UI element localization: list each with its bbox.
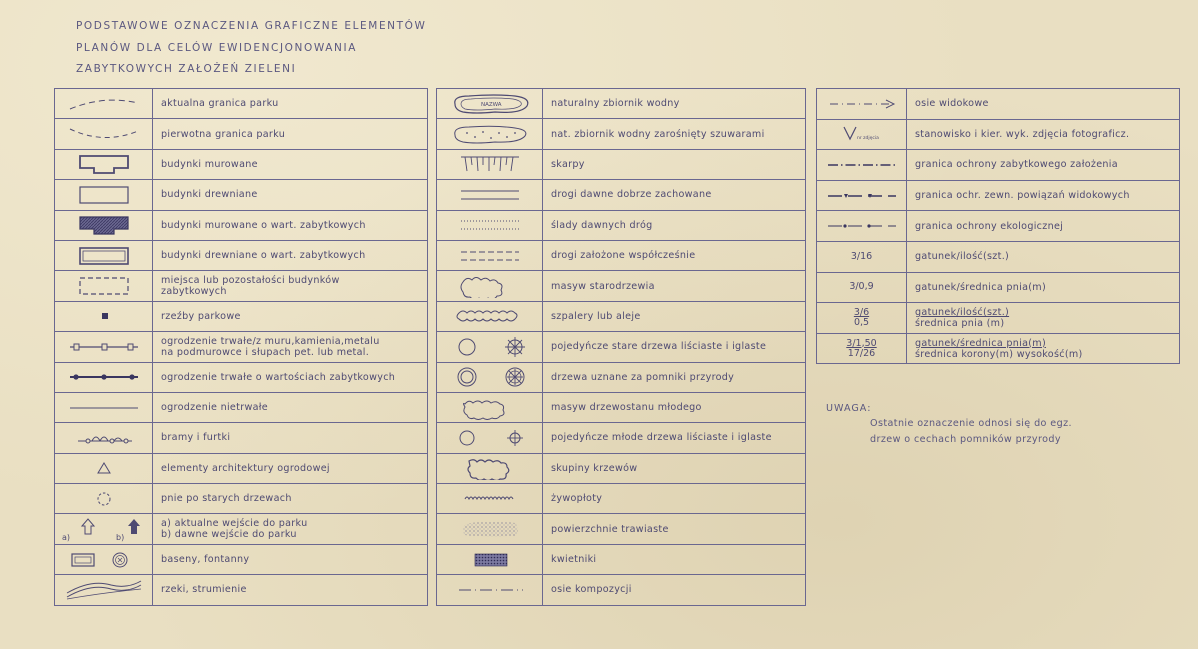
legend-row <box>437 89 806 119</box>
slope-hatch-icon <box>445 153 535 175</box>
legend-label-2: średnica korony(m) wysokość(m) <box>915 348 1083 360</box>
legend-row <box>437 210 806 240</box>
legend-label: rzeźby parkowe <box>153 301 428 331</box>
legend-row <box>437 271 806 301</box>
masonry-building-outline-icon <box>64 153 144 175</box>
dashed-curve-line-icon <box>64 125 144 143</box>
note-line-1: Ostatnie oznaczenie odnosi się do egz. <box>870 418 1072 429</box>
hedge-wave-icon <box>445 492 535 506</box>
legend-table-1 <box>54 88 428 606</box>
legend-label-2: zabytkowych <box>161 286 227 298</box>
legend-label: elementy architektury ogrodowej <box>153 453 428 483</box>
legend-label: stanowisko i kier. wyk. zdjęcia fotograficz. <box>907 119 1180 150</box>
legend-label: kwietniki <box>543 544 806 574</box>
legend-label: żywopłoty <box>543 484 806 514</box>
legend-row <box>817 150 1180 181</box>
dotted-road-icon <box>445 217 535 233</box>
legend-row <box>55 149 428 179</box>
note-title: UWAGA: <box>826 403 872 414</box>
legend-row <box>55 210 428 240</box>
legend-label: gatunek/średnica pnia(m) <box>915 337 1047 349</box>
legend-label: aktualna granica parku <box>153 89 428 119</box>
dashed-circle-icon <box>64 490 144 508</box>
overgrown-pond-icon <box>445 123 535 145</box>
legend-row <box>437 180 806 210</box>
legend-label: a) aktualne wejście do parku <box>161 518 308 530</box>
legend-row <box>55 484 428 514</box>
legend-label: miejsca lub pozostałości budynków <box>161 275 340 287</box>
legend-label: gatunek/ilość(szt.) <box>915 306 1010 318</box>
entrance-b-label: b) <box>115 533 124 543</box>
legend-row <box>817 211 1180 242</box>
legend-row <box>55 392 428 422</box>
dash-dot-axis-icon <box>445 583 535 597</box>
legend-label: masyw drzewostanu młodego <box>543 392 806 422</box>
legend-label: ogrodzenie trwałe o wartościach zabytkowych <box>153 362 428 392</box>
dash-dot-dot-line-icon <box>822 158 902 172</box>
old-tree-mass-icon <box>445 274 535 298</box>
legend-label: skupiny krzewów <box>543 453 806 483</box>
legend-row <box>55 332 428 362</box>
legend-row <box>55 89 428 119</box>
fence-line-open-posts-icon <box>64 339 144 355</box>
young-tree-mass-icon <box>445 396 535 420</box>
alley-hedge-icon <box>445 307 535 325</box>
header-line-1: PODSTAWOWE OZNACZENIA GRAFICZNE ELEMENTÓW <box>76 20 427 32</box>
header-line-3: ZABYTKOWYCH ZAŁOŻEŃ ZIELENI <box>76 63 297 75</box>
species-count-diameter-value <box>817 308 906 328</box>
fence-line-solid-posts-icon <box>64 369 144 385</box>
legend-label: budynki murowane o wart. zabytkowych <box>153 210 428 240</box>
river-stream-icon <box>61 579 147 601</box>
species-diameter-crown-value <box>817 339 906 359</box>
legend-row <box>817 303 1180 334</box>
species-count-value: 3/16 <box>850 250 873 262</box>
legend-row <box>437 514 806 544</box>
single-old-trees-icon <box>445 336 535 358</box>
legend-row <box>55 180 428 210</box>
legend-row <box>817 333 1180 364</box>
double-outline-building-icon <box>64 245 144 267</box>
pool-fountain-icon <box>64 550 144 570</box>
small-square-icon <box>64 308 144 324</box>
legend-label: masyw starodrzewia <box>543 271 806 301</box>
triangle-icon <box>64 460 144 476</box>
legend-row <box>437 453 806 483</box>
legend-row <box>55 271 428 301</box>
legend-label: pierwotna granica parku <box>153 119 428 149</box>
legend-row <box>437 332 806 362</box>
legend-label: nat. zbiornik wodny zarośnięty szuwarami <box>543 119 806 149</box>
legend-row <box>437 301 806 331</box>
legend-row <box>437 362 806 392</box>
legend-row <box>817 89 1180 120</box>
fraction-bottom: 17/26 <box>847 347 876 359</box>
photo-station-icon <box>822 124 902 144</box>
legend-label: ogrodzenie trwałe/z muru,kamienia,metalu <box>161 335 380 347</box>
legend-row <box>437 484 806 514</box>
legend-label: granica ochrony ekologicznej <box>907 211 1180 242</box>
legend-label: granica ochrony zabytkowego założenia <box>907 150 1180 181</box>
legend-label: bramy i furtki <box>153 423 428 453</box>
legend-row <box>55 544 428 574</box>
legend-label-2: b) dawne wejście do parku <box>161 529 297 541</box>
legend-label: drogi dawne dobrze zachowane <box>543 180 806 210</box>
view-axis-arrow-icon <box>822 97 902 111</box>
hatched-masonry-building-icon <box>64 214 144 236</box>
legend-row <box>55 362 428 392</box>
gate-symbol-icon <box>64 429 144 447</box>
legend-label: ślady dawnych dróg <box>543 210 806 240</box>
wooden-building-outline-icon <box>64 184 144 206</box>
natural-monument-trees-icon <box>445 366 535 388</box>
legend-label: szpalery lub aleje <box>543 301 806 331</box>
header-line-2: PLANÓW DLA CELÓW EWIDENCJONOWANIA <box>76 41 357 54</box>
legend-label-2: średnica pnia (m) <box>915 317 1005 329</box>
legend-label: ogrodzenie nietrwałe <box>153 392 428 422</box>
legend-label: pojedyńcze stare drzewa liściaste i iglaste <box>543 332 806 362</box>
legend-row <box>55 575 428 605</box>
note-text <box>870 416 1170 448</box>
legend-label: gatunek/średnica pnia(m) <box>907 272 1180 303</box>
legend-label: osie kompozycji <box>543 575 806 605</box>
lawn-dots-icon <box>445 518 535 540</box>
legend-label: skarpy <box>543 149 806 179</box>
legend-table-3 <box>816 88 1180 364</box>
photo-number-tag: nr zdjęcia <box>856 136 879 142</box>
legend-row <box>437 423 806 453</box>
pond-name-tag: NAZWA <box>480 101 502 108</box>
fraction-top: 3/6 <box>853 306 870 318</box>
species-diameter-value: 3/0,9 <box>849 281 874 293</box>
legend-label: pnie po starych drzewach <box>153 484 428 514</box>
legend-label: budynki drewniane <box>153 180 428 210</box>
legend-label: granica ochr. zewn. powiązań widokowych <box>907 180 1180 211</box>
flowerbed-icon <box>445 550 535 570</box>
legend-row <box>55 119 428 149</box>
legend-row <box>437 119 806 149</box>
single-young-trees-icon <box>445 427 535 449</box>
double-line-road-icon <box>445 187 535 203</box>
thin-line-icon <box>64 400 144 416</box>
legend-label: budynki murowane <box>153 149 428 179</box>
legend-row <box>55 423 428 453</box>
legend-row <box>437 544 806 574</box>
natural-pond-icon <box>445 92 535 116</box>
legend-label: rzeki, strumienie <box>153 575 428 605</box>
document-header <box>76 16 436 81</box>
shrub-group-icon <box>445 456 535 480</box>
legend-label-2: na podmurowce i słupach pet. lub metal. <box>161 346 370 358</box>
legend-label: drzewa uznane za pomniki przyrody <box>543 362 806 392</box>
note-line-2: drzew o cechach pomników przyrody <box>870 434 1061 445</box>
legend-row <box>437 575 806 605</box>
legend-label: budynki drewniane o wart. zabytkowych <box>153 240 428 270</box>
legend-row <box>55 514 428 544</box>
legend-row <box>817 241 1180 272</box>
legend-label: baseny, fontanny <box>153 544 428 574</box>
legend-row <box>55 453 428 483</box>
legend-row <box>437 240 806 270</box>
legend-label: naturalny zbiornik wodny <box>543 89 806 119</box>
legend-label: gatunek/ilość(szt.) <box>907 241 1180 272</box>
legend-row <box>817 272 1180 303</box>
fraction-bottom: 0,5 <box>853 316 870 328</box>
fraction-top: 3/1,50 <box>846 337 877 349</box>
entrance-a-label: a) <box>61 533 70 543</box>
legend-label: osie widokowe <box>907 89 1180 120</box>
legend-row <box>817 180 1180 211</box>
dashed-double-road-icon <box>445 248 535 264</box>
dot-marker-line-icon <box>822 219 902 233</box>
legend-row <box>55 240 428 270</box>
legend-row <box>437 392 806 422</box>
legend-label: powierzchnie trawiaste <box>543 514 806 544</box>
dashed-arc-line-icon <box>64 95 144 113</box>
legend-table-2 <box>436 88 806 606</box>
triangle-marker-line-icon <box>822 189 902 203</box>
legend-label: pojedyńcze młode drzewa liściaste i iglaste <box>543 423 806 453</box>
dashed-rectangle-icon <box>64 275 144 297</box>
legend-row <box>55 301 428 331</box>
legend-label: drogi założone współcześnie <box>543 240 806 270</box>
legend-row <box>817 119 1180 150</box>
entrance-arrows-icon <box>56 516 152 542</box>
legend-row <box>437 149 806 179</box>
